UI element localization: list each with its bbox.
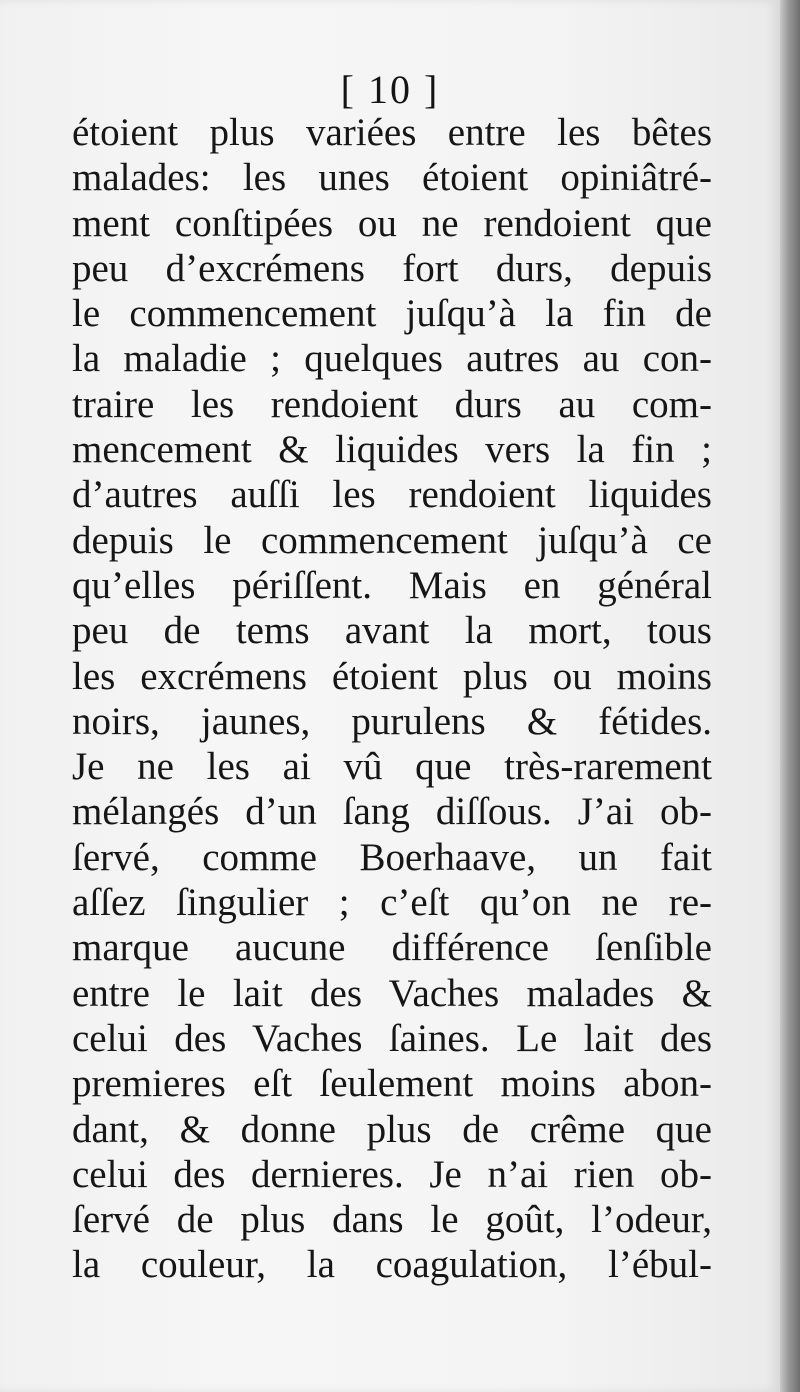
- book-gutter-shadow: [780, 0, 800, 1392]
- text-line-7: traire les rendoient durs au com-: [72, 382, 712, 426]
- text-line-25: ſervé de plus dans le goût, l’odeur,: [72, 1198, 712, 1242]
- text-line-10: depuis le commencement juſqu’à ce: [72, 518, 712, 562]
- text-line-15: Je ne les ai vû que très-rarement: [72, 745, 712, 789]
- text-line-18: aſſez ſingulier ; c’eſt qu’on ne re-: [72, 881, 712, 925]
- page-number: [ 10 ]: [340, 67, 440, 112]
- text-line-20: entre le lait des Vaches malades &: [72, 971, 712, 1015]
- text-line-1: étoient plus variées entre les bêtes: [72, 111, 712, 154]
- text-line-19: marque aucune différence ſenſible: [72, 926, 712, 970]
- text-line-4: peu d’excrémens fort durs, depuis: [72, 246, 712, 290]
- text-line-2: malades: les unes étoient opiniâtré-: [72, 156, 712, 200]
- text-line-17: ſervé, comme Boerhaave, un fait: [72, 835, 712, 879]
- text-line-16: mélangés d’un ſang diſſous. J’ai ob-: [72, 790, 712, 834]
- text-line-6: la maladie ; quelques autres au con-: [72, 337, 712, 381]
- text-line-13: les excrémens étoient plus ou moins: [72, 654, 712, 698]
- text-line-14: noirs, jaunes, purulens & fétides.: [72, 699, 712, 743]
- body-text: [72, 110, 712, 1288]
- text-line-24: celui des dernieres. Je n’ai rien ob-: [72, 1152, 712, 1196]
- text-line-9: d’autres auſſi les rendoient liquides: [72, 473, 712, 517]
- text-line-3: ment conſtipées ou ne rendoient que: [72, 201, 712, 245]
- text-line-26: la couleur, la coagulation, l’ébul-: [72, 1243, 712, 1287]
- text-line-21: celui des Vaches ſaines. Le lait des: [72, 1016, 712, 1060]
- text-line-23: dant, & donne plus de crême que: [72, 1107, 712, 1151]
- text-line-22: premieres eſt ſeulement moins abon-: [72, 1062, 712, 1106]
- text-line-11: qu’elles périſſent. Mais en général: [72, 563, 712, 607]
- text-line-8: mencement & liquides vers la fin ;: [72, 428, 712, 472]
- text-line-5: le commencement juſqu’à la fin de: [72, 292, 712, 336]
- text-line-12: peu de tems avant la mort, tous: [72, 609, 712, 653]
